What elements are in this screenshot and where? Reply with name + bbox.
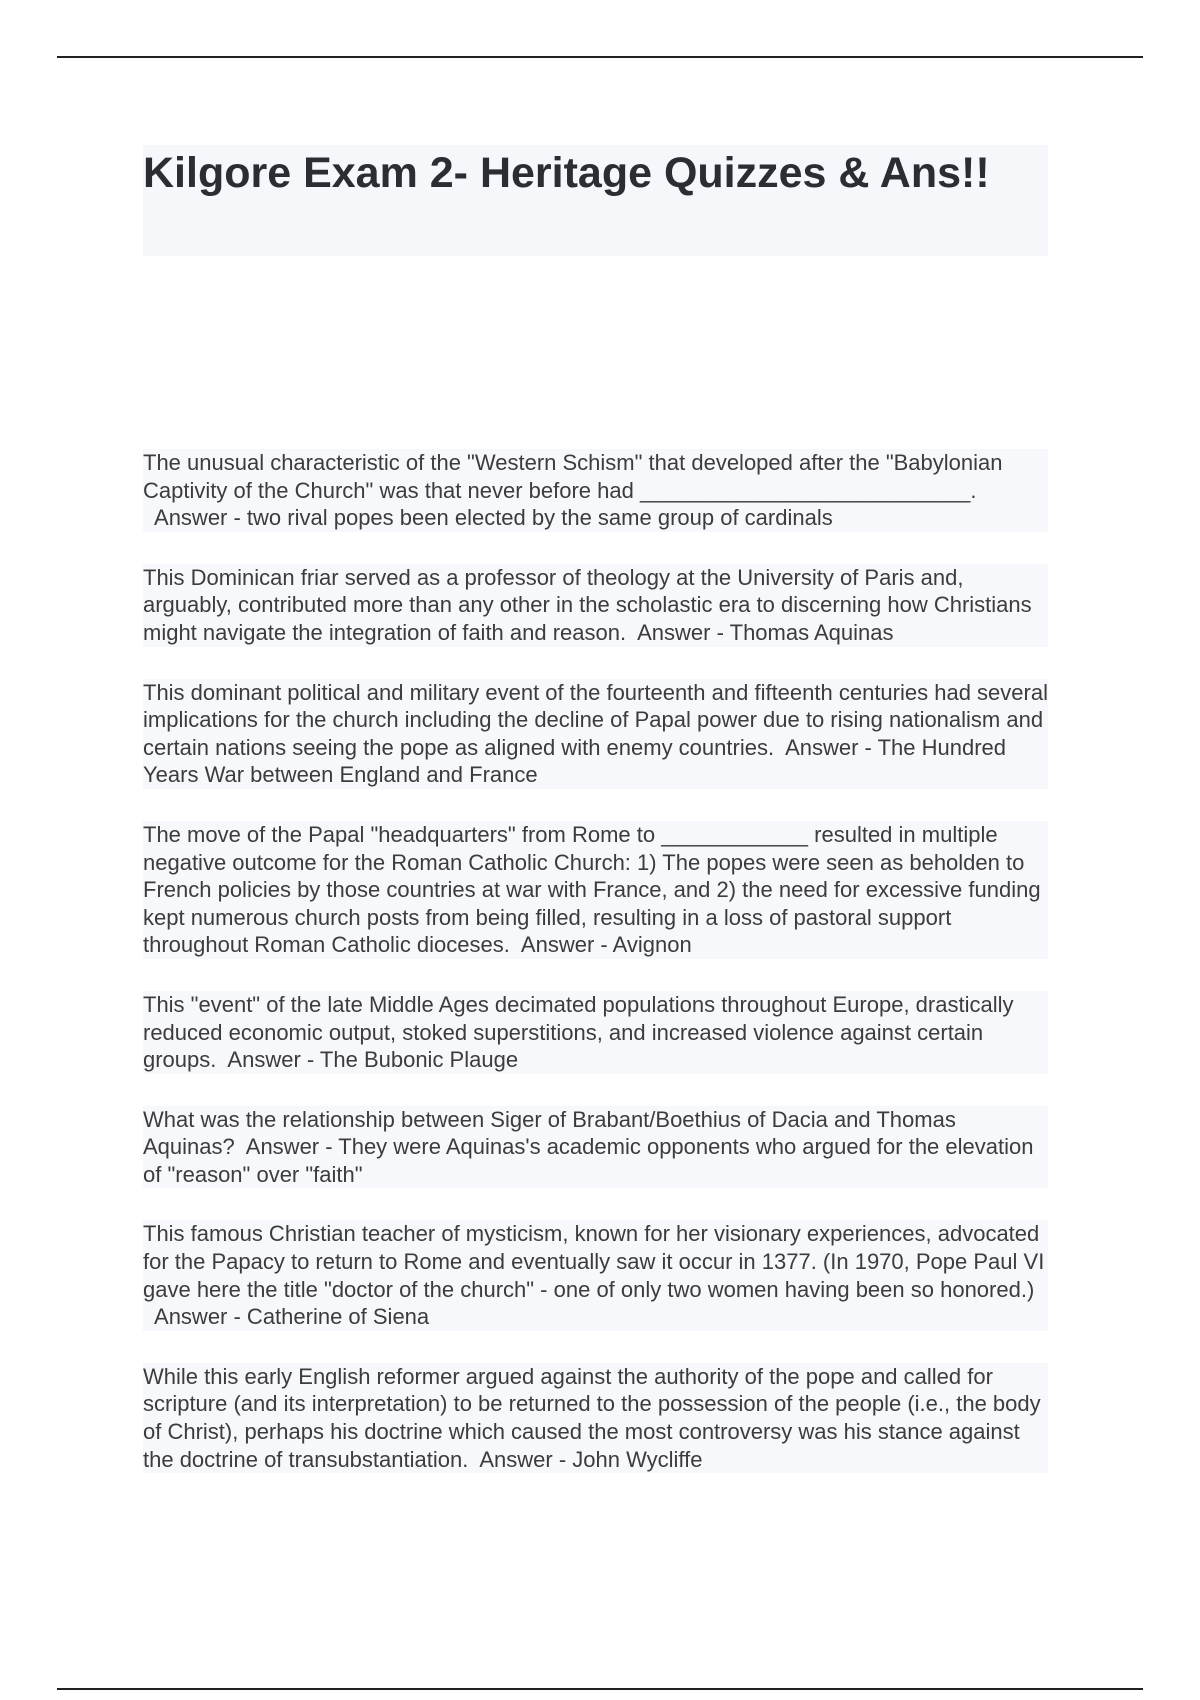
question-text: What was the relationship between Siger of Brabant/Boethius of Dacia and Thomas Aquinas? <box>143 1106 956 1160</box>
answer-text: Answer - Avignon <box>520 932 692 958</box>
qa-list <box>143 449 1048 1505</box>
answer-text: Answer - Thomas Aquinas <box>637 619 894 645</box>
answer-text: Answer - The Hundred Years War between England and France <box>143 734 1007 788</box>
answer-text: Answer - Catherine of Siena <box>154 1304 430 1330</box>
answer-text: Answer - John Wycliffe <box>479 1446 703 1472</box>
qa-item <box>143 821 1048 959</box>
question-text: While this early English reformer argued against the authority of the pope and called for scripture (and its interpretation) to be returned to the possession of the people (i.e., the body of Christ), perhaps his doctrine which caused the most controversy was his stance against the doctrine of transubstantiation. <box>143 1363 1041 1472</box>
question-text: This dominant political and military event of the fourteenth and fifteenth centuries had several implications for the church including the decline of Papal power due to rising nationalism and certain nations seeing the pope as aligned with enemy countries. <box>143 679 1048 760</box>
bottom-divider <box>57 1688 1143 1690</box>
answer-text: Answer - two rival popes been elected by the same group of cardinals <box>154 505 833 531</box>
question-text: The unusual characteristic of the "Western Schism" that developed after the "Babylonian Captivity of the Church" was that never before had ___________________________. <box>143 450 1003 503</box>
page-title: Kilgore Exam 2- Heritage Quizzes & Ans!! <box>143 149 990 197</box>
qa-item <box>143 449 1048 532</box>
answer-text: Answer - The Bubonic Plauge <box>227 1047 519 1073</box>
answer-text: Answer - They were Aquinas's academic opponents who argued for the elevation of "reason" over "faith" <box>143 1134 1034 1187</box>
qa-item <box>143 1363 1048 1473</box>
qa-item <box>143 679 1048 789</box>
qa-item <box>143 1220 1048 1330</box>
question-text: This "event" of the late Middle Ages decimated populations throughout Europe, drastically reduced economic output, stoked superstitions, and increased violence against certain groups. <box>143 991 1014 1073</box>
top-divider <box>57 56 1143 58</box>
qa-item <box>143 1106 1048 1189</box>
question-text: This famous Christian teacher of mysticism, known for her visionary experiences, advocated for the Papacy to return to Rome and eventually saw it occur in 1377. (In 1970, Pope Paul VI gave here the title "doctor of the church" - one of only two women having been so honored.) <box>143 1221 1045 1302</box>
title-block <box>143 145 1048 256</box>
question-text: This Dominican friar served as a professor of theology at the University of Paris and, arguably, contributed more than any other in the scholastic era to discerning how Christians might navigate the integration of faith and reason. <box>143 564 1032 645</box>
question-text: The move of the Papal "headquarters" from Rome to ____________ resulted in multiple negative outcome for the Roman Catholic Church: 1) The popes were seen as beholden to French policies by those countries at war with France, and 2) the need for excessive funding kept numerous church posts from being filled, resulting in a loss of pastoral support throughout Roman Catholic dioceses. <box>143 821 1041 958</box>
qa-item <box>143 564 1048 647</box>
qa-item <box>143 991 1048 1074</box>
